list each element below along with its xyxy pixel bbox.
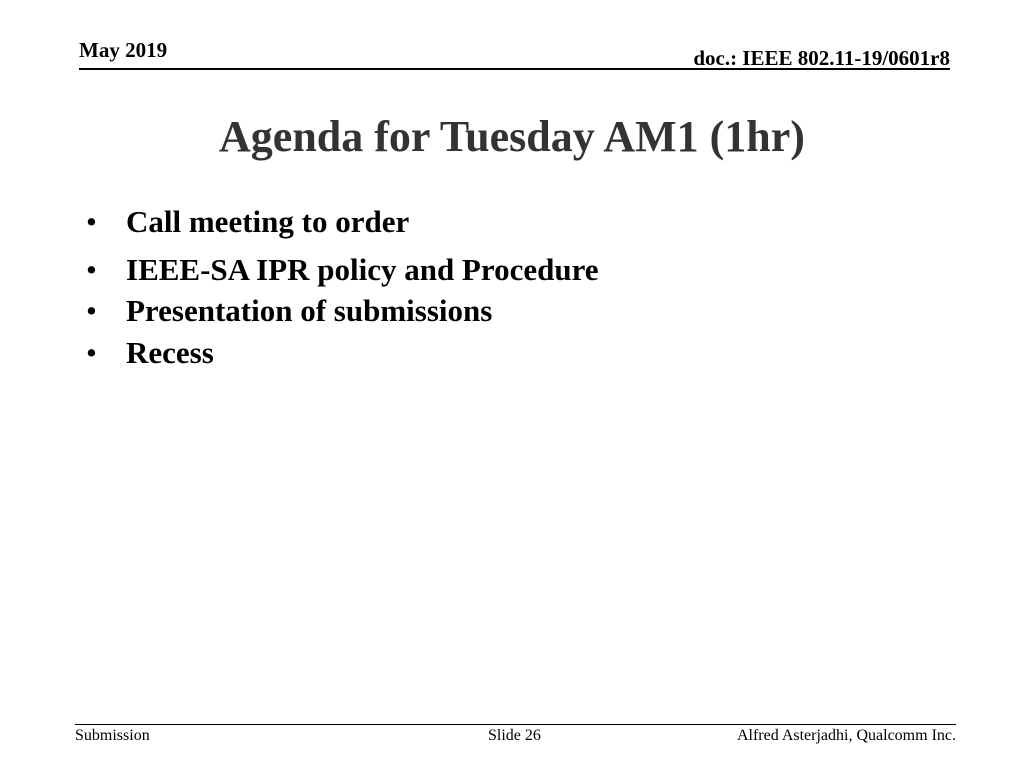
footer-submission: Submission: [75, 727, 150, 744]
agenda-item-label: IEEE-SA IPR policy and Procedure: [126, 252, 599, 288]
bullet-icon: •: [86, 204, 97, 239]
header-divider: [79, 68, 950, 70]
footer-author: Alfred Asterjadhi, Qualcomm Inc.: [736, 727, 956, 744]
footer-divider: [75, 724, 956, 725]
agenda-list: [86, 203, 599, 375]
agenda-item: [86, 251, 599, 288]
header-doc-id: doc.: IEEE 802.11-19/0601r8: [693, 46, 950, 70]
footer-slide-number: Slide 26: [488, 727, 541, 744]
bullet-icon: •: [86, 293, 97, 329]
agenda-item-label: Call meeting to order: [126, 204, 410, 239]
slide-title: Agenda for Tuesday AM1 (1hr): [219, 112, 805, 161]
agenda-item: [86, 292, 599, 329]
agenda-item-label: Recess: [126, 334, 214, 370]
bullet-icon: •: [86, 334, 97, 370]
bullet-icon: •: [86, 252, 97, 288]
agenda-item-label: Presentation of submissions: [126, 293, 493, 329]
agenda-item: [86, 203, 599, 240]
agenda-item: [86, 334, 599, 371]
header-date: May 2019: [79, 38, 168, 62]
